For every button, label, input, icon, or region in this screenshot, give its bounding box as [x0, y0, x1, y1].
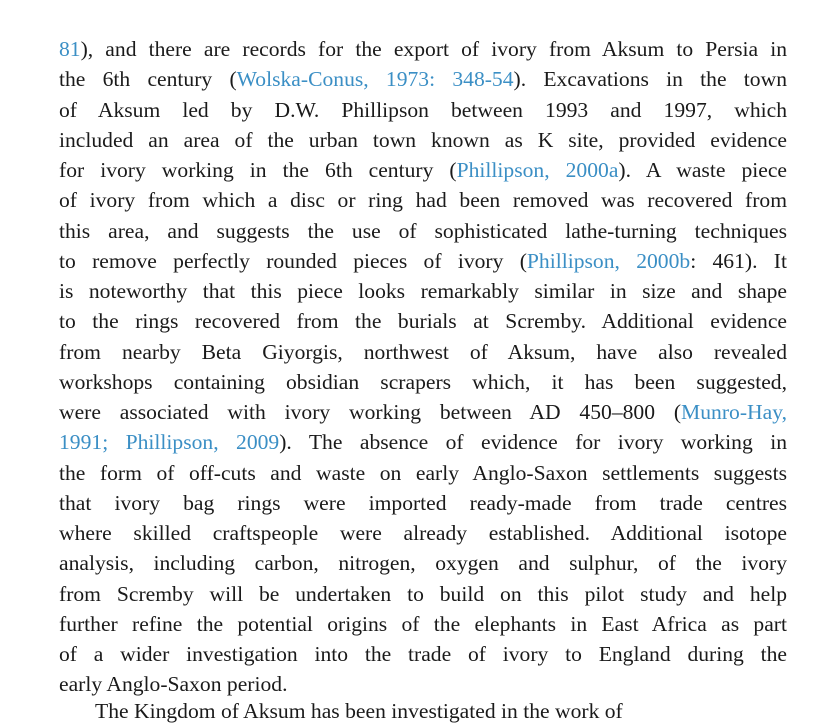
text-line	[59, 518, 787, 548]
citation-link[interactable]: Phillipson, 2000b	[526, 248, 691, 273]
text-run: that ivory bag rings were imported ready-made from trade centres	[59, 490, 787, 515]
text-run: further refine the potential origins of the elephants in East Africa as part	[59, 611, 787, 636]
text-line	[59, 609, 787, 639]
text-run: for ivory working in the 6th century (	[59, 158, 457, 182]
text-line	[59, 397, 787, 427]
text-run: the form of off-cuts and waste on early Anglo-Saxon settlements suggests	[59, 460, 787, 485]
text-run: ), and there are records for the export of ivory from Aksum to Persia in	[80, 37, 787, 61]
text-line	[59, 367, 787, 397]
text-line	[59, 427, 787, 457]
text-line	[59, 246, 787, 276]
text-line	[59, 306, 787, 336]
text-run: early Anglo-Saxon period.	[59, 672, 288, 697]
text-line	[59, 125, 787, 155]
text-run: of ivory from which a disc or ring had been removed was recovered from	[59, 188, 787, 213]
text-run: ). Excavations in the town	[513, 67, 787, 92]
text-line	[59, 276, 787, 306]
text-run: analysis, including carbon, nitrogen, oxygen and sulphur, of the ivory	[59, 551, 787, 576]
citation-link[interactable]: 81	[59, 37, 81, 61]
text-run: of Aksum led by D.W. Phillipson between 1993 and 1997, which	[59, 97, 787, 122]
text-run: to remove perfectly rounded pieces of ivory (	[59, 248, 527, 273]
text-line	[59, 95, 787, 125]
text-run: from nearby Beta Giyorgis, northwest of Aksum, have also revealed	[59, 339, 787, 364]
citation-link[interactable]: Munro-Hay,	[681, 400, 787, 424]
text-line	[59, 488, 787, 518]
text-run: workshops containing obsidian scrapers which, it has been suggested,	[59, 369, 787, 394]
text-line	[59, 34, 787, 64]
text-line	[59, 548, 787, 578]
next-paragraph-partial-line	[59, 696, 787, 726]
citation-link[interactable]: Wolska-Conus, 1973: 348-54	[236, 67, 514, 92]
text-line	[59, 64, 787, 94]
citation-link[interactable]: Phillipson, 2000a	[456, 158, 619, 182]
text-run: : 461). It	[690, 248, 787, 273]
text-line	[59, 216, 787, 246]
text-run: where skilled craftspeople were already established. Additional isotope	[59, 521, 787, 545]
body-paragraph	[59, 34, 787, 700]
text-run: from Scremby will be undertaken to build on this pilot study and help	[59, 581, 787, 606]
text-line	[59, 155, 787, 185]
text-run: ). A waste piece	[618, 158, 787, 182]
text-run: of a wider investigation into the trade of ivory to England during the	[59, 642, 787, 666]
text-run: this area, and suggests the use of sophisticated lathe-turning techniques	[59, 218, 787, 243]
text-run: were associated with ivory working between AD 450–800 (	[59, 400, 682, 424]
text-line	[59, 579, 787, 609]
text-run: included an area of the urban town known as K site, provided evidence	[59, 127, 787, 152]
text-line	[59, 669, 787, 699]
citation-link[interactable]: 1991; Phillipson, 2009	[59, 430, 280, 455]
text-run: the 6th century (	[59, 67, 237, 92]
text-run: is noteworthy that this piece looks remarkably similar in size and shape	[59, 279, 787, 303]
text-run: ). The absence of evidence for ivory working in	[279, 430, 787, 455]
next-paragraph-text: The Kingdom of Aksum has been investigated in the work of	[95, 699, 623, 723]
text-run: to the rings recovered from the burials at Scremby. Additional evidence	[59, 309, 787, 334]
text-line	[59, 185, 787, 215]
text-line	[59, 337, 787, 367]
text-line	[59, 458, 787, 488]
text-line	[59, 639, 787, 669]
